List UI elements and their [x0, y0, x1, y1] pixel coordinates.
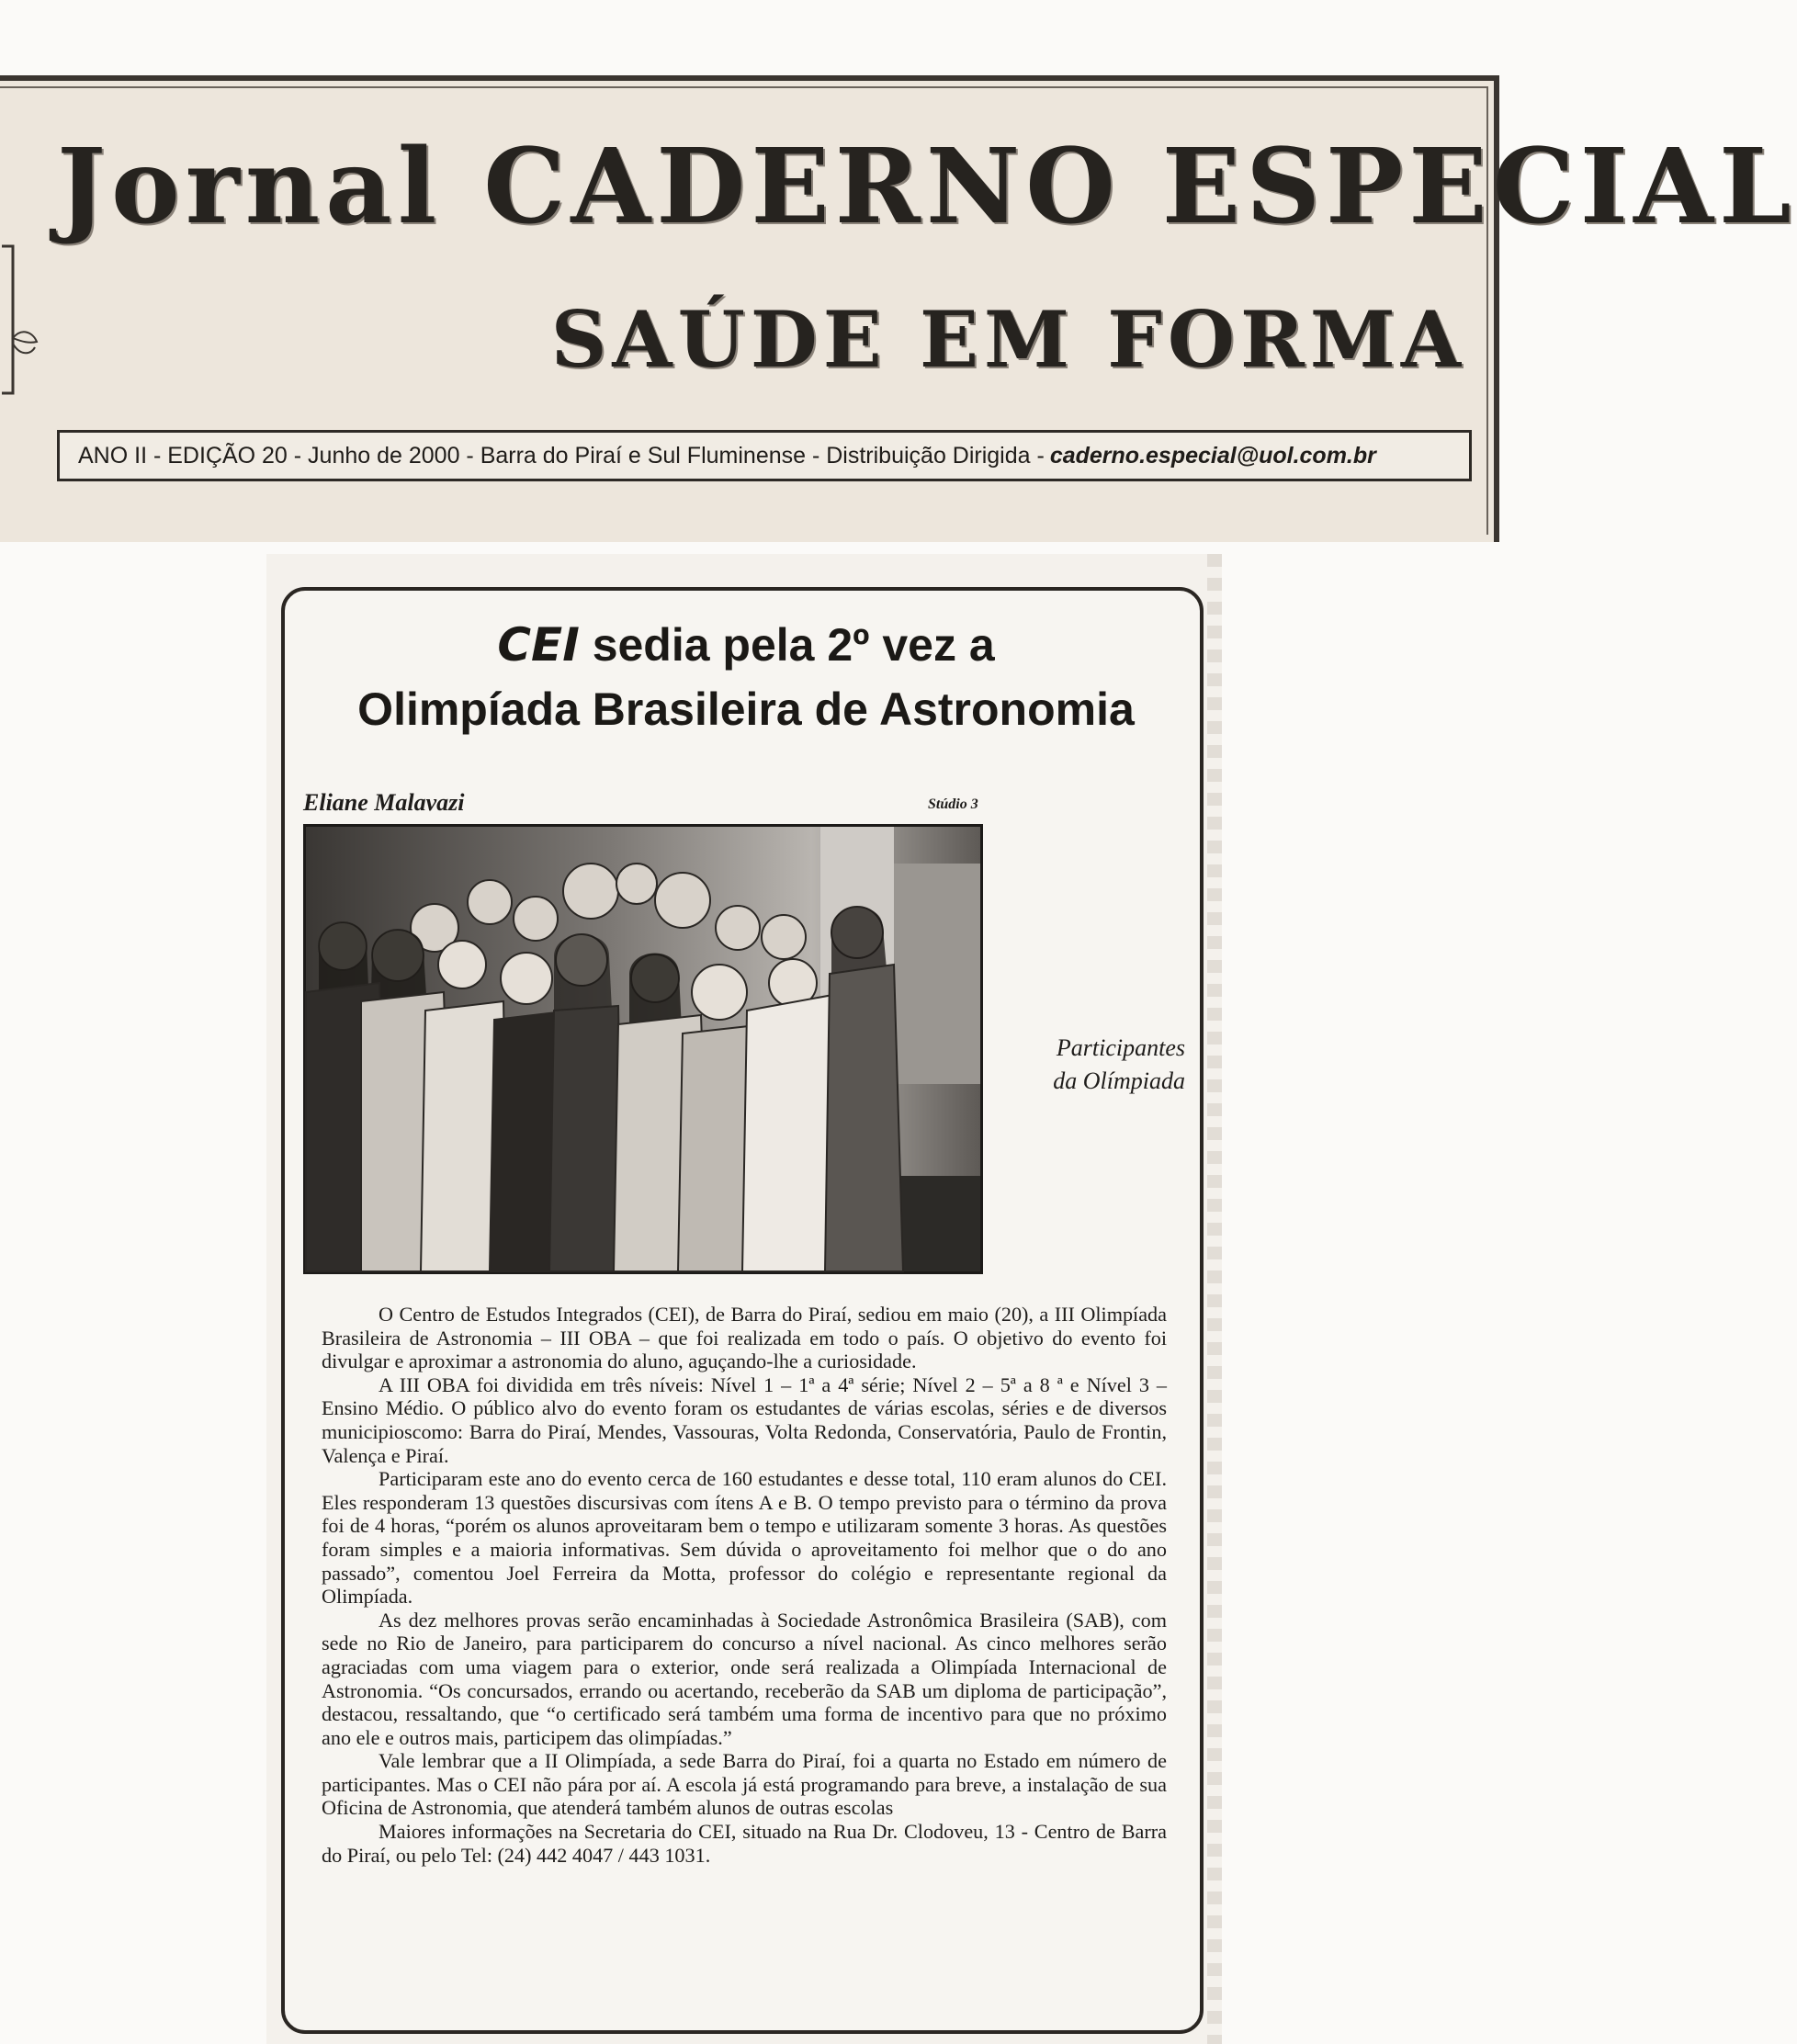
article-body	[322, 1303, 1167, 1867]
paragraph: A III OBA foi dividida em três níveis: Nível 1 – 1ª a 4ª série; Nível 2 – 5ª a 8 ª e Nível 3 – Ensino Médio. O público alvo do evento foram os estudantes de várias escolas, séries e de diversos municipioscomo: Barra do Piraí, Mendes, Vassouras, Volta Redonda, Conservatória, Paulo de Frontin, Valença e Piraí.	[322, 1372, 1167, 1467]
paragraph: Participaram este ano do evento cerca de 160 estudantes e desse total, 110 eram alunos do CEI. Eles responderam 13 questões discursivas com ítens A e B. O tempo previsto para o término da prova foi de 4 horas, “porém os alunos aproveitaram bem o tempo e utilizaram somente 3 horas. As questões foram simples e a maioria informativas. Sem dúvida o aproveitamento foi melhor que o do ano passado”, comentou Joel Ferreira da Motta, professor do colégio e representante regional da Olimpíada.	[322, 1467, 1167, 1609]
headline-line-2: Olimpíada Brasileira de Astronomia	[357, 683, 1135, 735]
flower-ornament-icon	[0, 219, 40, 402]
headline-line-1-text: sedia pela 2º vez a	[579, 619, 995, 671]
headline-brand: CEI	[497, 618, 580, 672]
edition-info: ANO II - EDIÇÃO 20 - Junho de 2000 - Barra do Piraí e Sul Fluminense - Distribuição Dirigida -	[78, 442, 1045, 469]
newspaper-subtitle: SAÚDE EM FORMA	[550, 294, 1466, 385]
headline-line-1	[285, 613, 1207, 677]
paragraph: As dez melhores provas serão encaminhadas à Sociedade Astronômica Brasileira (SAB), com sede no Rio de Janeiro, para participarem do concurso a nível nacional. As cinco melhores serão agraciadas com uma viagem para o exterior, onde será realizada a Olimpíada Internacional de Astronomia. “Os concursados, errando ou acertando, receberão da SAB um diploma de participação”, destacou, ressaltando, que “o certificado será também uma forma de incentivo para que no próximo ano ele e outros mais, participem das olimpíadas.”	[322, 1608, 1167, 1749]
author-byline: Eliane Malavazi	[303, 789, 465, 816]
contact-email: caderno.especial@uol.com.br	[1049, 442, 1376, 469]
newspaper-title: Jornal CADERNO ESPECIAL	[57, 127, 1797, 247]
masthead-clipping	[0, 75, 1797, 542]
caption-line-2: da Olímpiada	[1053, 1067, 1185, 1094]
article-clipping	[266, 554, 1222, 2044]
group-photo	[303, 824, 983, 1274]
photo-caption	[1011, 1032, 1185, 1098]
edition-info-bar	[57, 430, 1472, 481]
paragraph: O Centro de Estudos Integrados (CEI), de Barra do Piraí, sediou em maio (20), a III Olimpíada Brasileira de Astronomia – III OBA – que foi realizada em todo o país. O objetivo do evento foi divulgar e aproximar a astronomia do aluno, aguçando-lhe a curiosidade.	[322, 1303, 1167, 1373]
paragraph: Maiores informações na Secretaria do CEI, situado na Rua Dr. Clodoveu, 13 - Centro de Barra do Piraí, ou pelo Tel: (24) 442 4047 / 443 1031.	[322, 1820, 1167, 1867]
article-frame	[281, 587, 1204, 2034]
paragraph: Vale lembrar que a II Olimpíada, a sede Barra do Piraí, foi a quarta no Estado em número de participantes. Mas o CEI não pára por aí. A escola já está programando para breve, a instalação de sua Oficina de Astronomia, que atenderá também alunos de outras escolas	[322, 1749, 1167, 1820]
photo-credit: Stúdio 3	[928, 796, 978, 812]
article-headline	[285, 613, 1207, 741]
caption-line-1: Participantes	[1056, 1034, 1185, 1061]
group-photo-image	[306, 827, 980, 1271]
bleed-through-right	[1207, 554, 1222, 2044]
